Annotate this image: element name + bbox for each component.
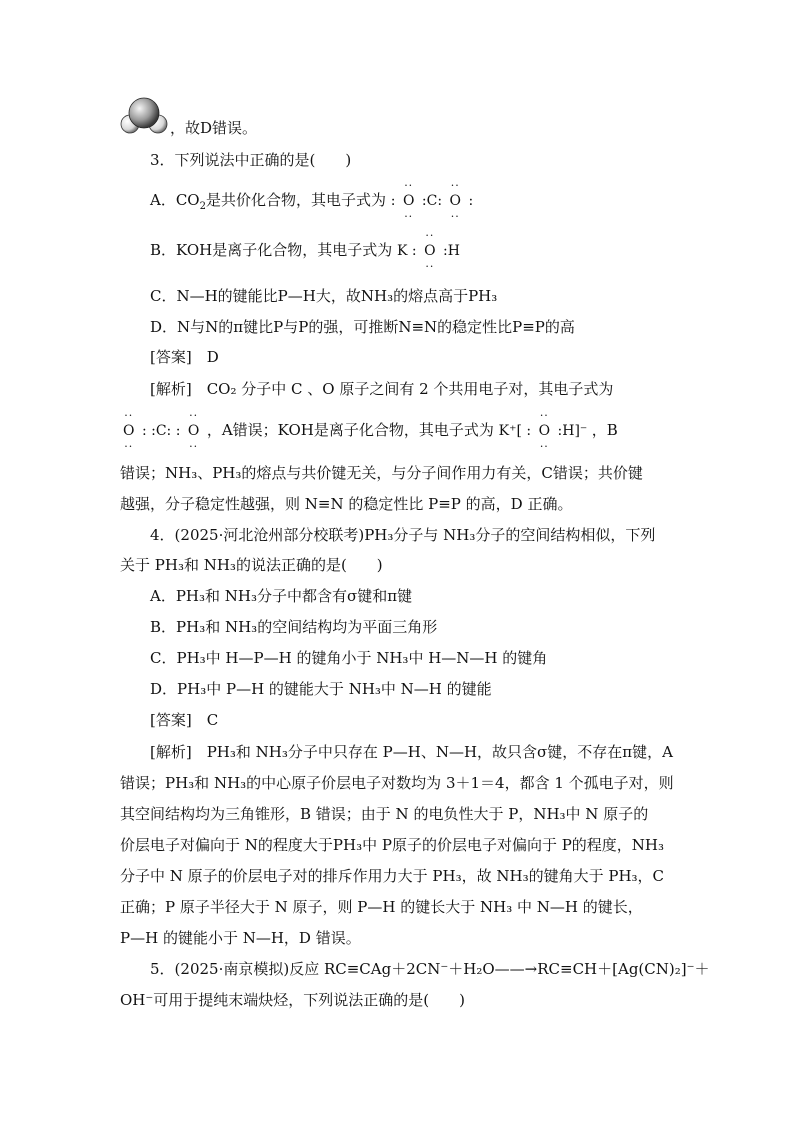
q4-analysis-line-4: 价层电子对偏向于 N的程度大于PH₃中 P原子的价层电子对偏向于 P的程度，NH₃ [120,836,665,854]
molecule-model-image [120,96,170,136]
q3-answer: [答案] D [150,348,219,366]
q4-option-a: A．PH₃和 NH₃分子中都含有σ键和π键 [150,587,413,605]
q4-stem-line-2: 关于 PH₃和 NH₃的说法正确的是( ) [120,556,383,574]
q3-stem: 3．下列说法中正确的是( ) [150,151,352,169]
q5-stem-line-1: 5．(2025·南京模拟)反应 RC≡CAg＋2CN⁻＋H₂O——→RC≡CH＋[Ag(CN)₂]⁻＋ [150,960,710,978]
q3-option-b-text: B．KOH是离子化合物，其电子式为 [150,241,393,259]
q4-answer: [答案] C [150,711,219,729]
q4-analysis-line-2: 错误；PH₃和 NH₃的中心原子价层电子对数均为 3＋1＝4，都含 1 个孤电子对，则 [120,774,674,792]
q4-option-c: C．PH₃中 H—P—H 的键角小于 NH₃中 H—N—H 的键角 [150,649,548,667]
q3-option-b [150,229,460,273]
q4-option-d: D．PH₃中 P—H 的键能大于 NH₃中 N—H 的键能 [150,680,492,698]
co2-electron-formula-wrong: : ·· O ·· :C: ·· O ·· : [390,179,474,223]
co2-electron-formula-right: ·· O ·· : :C: : ·· O ·· [123,409,200,453]
q4-analysis-line-7: P—H 的键能小于 N—H，D 错误。 [120,929,361,947]
q3-option-c: C．N—H的键能比P—H大，故NH₃的熔点高于PH₃ [150,287,498,305]
q4-stem-line-1: 4．(2025·河北沧州部分校联考)PH₃分子与 NH₃分子的空间结构相似，下列 [150,526,656,544]
q4-analysis-line-1: [解析] PH₃和 NH₃分子中只存在 P—H、N—H，故只含σ键，不存在π键，A [150,743,673,761]
q5-stem-line-2: OH⁻可用于提纯末端炔烃，下列说法正确的是( ) [120,991,466,1009]
q4-analysis-line-3: 其空间结构均为三角锥形，B 错误；由于 N 的电负性大于 P，NH₃中 N 原子的 [120,805,649,823]
q3-option-a-prefix: A．CO [150,191,200,209]
q3-analysis-line-3: 错误；NH₃、PH₃的熔点与共价键无关，与分子间作用力有关，C错误；共价键 [120,464,643,482]
q4-analysis-line-5: 分子中 N 原子的价层电子对的排斥作用力大于 PH₃，故 NH₃的键角大于 PH₃，C [120,867,665,885]
koh-electron-formula-right: K⁺[ : ·· O ·· :H]⁻ [498,409,588,453]
koh-electron-formula-wrong: K : ·· O ·· :H [397,229,460,273]
q3-option-d: D．N与N的π键比P与P的强，可推断N≡N的稳定性比P≡P的高 [150,318,575,336]
q4-analysis-line-6: 正确；P 原子半径大于 N 原子，则 P—H 的键长大于 NH₃ 中 N—H 的键长， [120,898,643,916]
q3-analysis-line-2-text: ，A错误；KOH是离子化合物，其电子式为 [206,421,494,439]
q3-analysis-line-1: [解析] CO₂ 分子中 C 、O 原子之间有 2 个共用电子对，其电子式为 [150,380,614,398]
q3-analysis-line-4: 越强，分子稳定性越强，则 N≡N 的稳定性比 P≡P 的高，D 正确。 [120,495,573,513]
q3-analysis-line-2 [120,409,618,453]
q3-option-a-text: 是共价化合物，其电子式为 [205,191,386,209]
intro-tail: ，故D错误。 [170,119,258,137]
q4-option-b: B．PH₃和 NH₃的空间结构均为平面三角形 [150,618,438,636]
q3-option-a: A．$CO_2$是共价化合物，其电子式为 : ·· O ·· :C: ·· O ·· : [150,179,474,223]
q3-analysis-line-2-tail: ，B [591,421,618,439]
